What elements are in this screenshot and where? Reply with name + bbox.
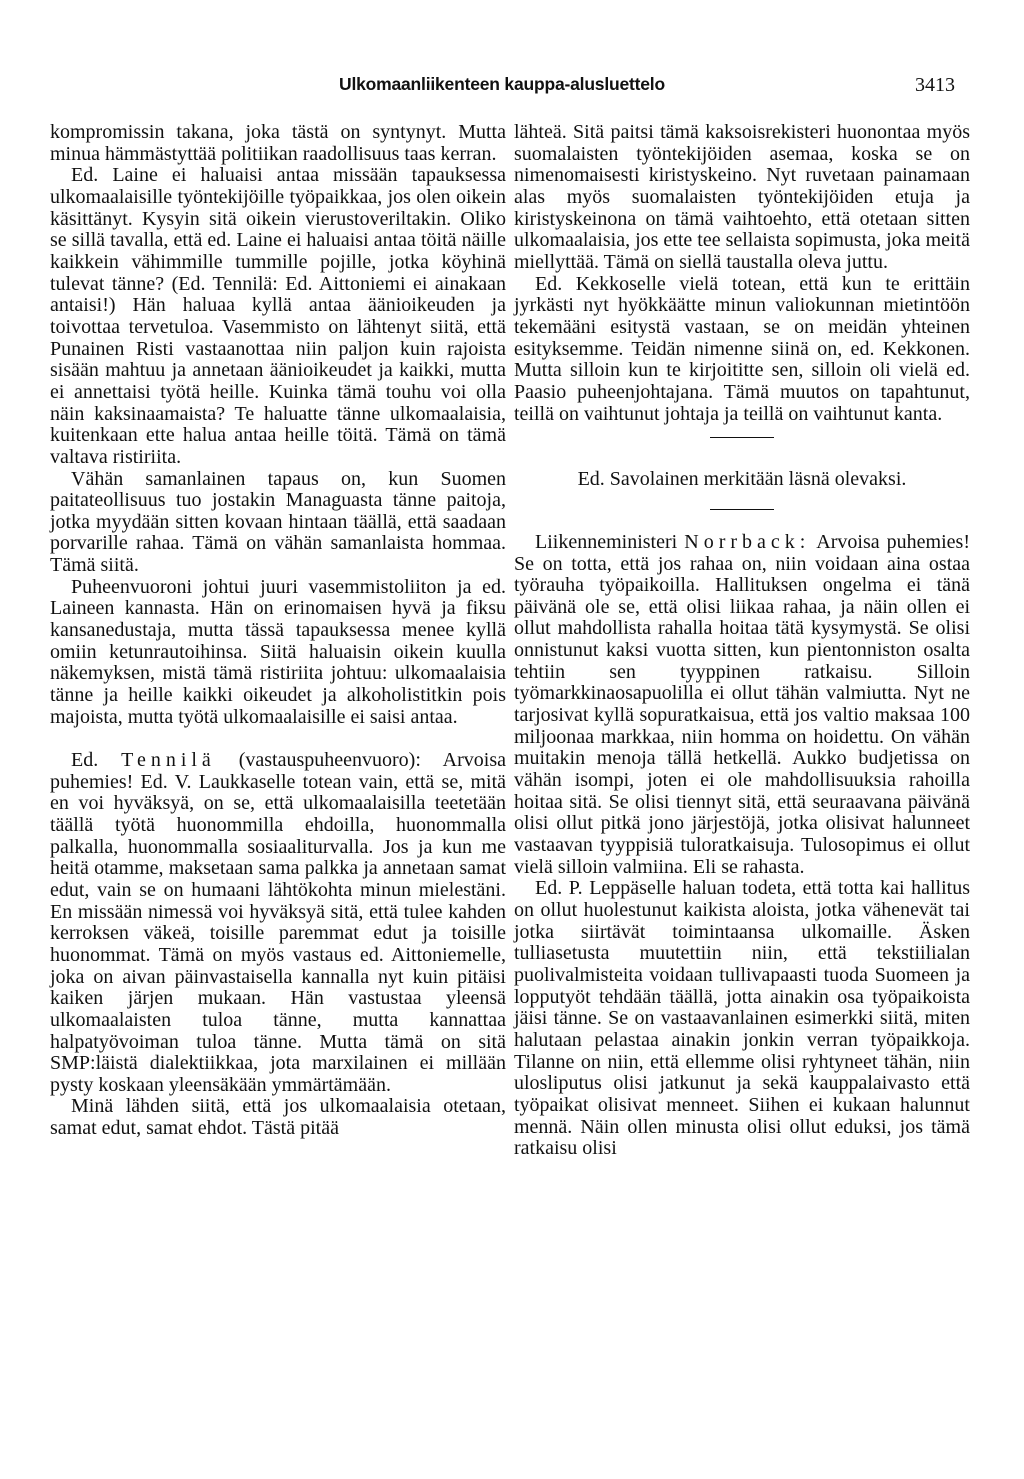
left-column — [50, 122, 506, 1140]
paragraph: lähteä. Sitä paitsi tämä kaksoisrekisteri huonontaa myös suomalaisten työntekijöiden asemaa, koska se on nimenomaisesti kiristyskeino. Nyt ruvetaan painamaan alas myös suomalaisten työntekijöiden etuja ja kiristyskeinona on tämä vaihtoehto, että otetaan sitten ulkomaalaisia, jos ette tee sellaista sopimusta, joka meitä miellyttää. Tämä on siellä taustalla oleva juttu. — [514, 121, 970, 273]
paragraph: Minä lähden siitä, että jos ulkomaalaisia otetaan, samat edut, samat ehdot. Tästä pitää — [50, 1095, 506, 1140]
section-divider — [710, 437, 774, 438]
speaker-name: Norrback: — [684, 530, 811, 553]
notice: Ed. Savolainen merkitään läsnä olevaksi. — [577, 468, 907, 491]
running-header — [0, 74, 1024, 104]
paragraph: Ed. Laine ei haluaisi antaa missään tapauksessa ulkomaalaisille työntekijöille työpaikkaa, jos olen oikein käsittänyt. Kysyin sitä oikein vierustoveriltakin. Oliko se sillä tavalla, että ed. Laine ei haluaisi antaa töitä näille kaikkein vähimmille tummille pojille, jotka köyhinä tulevat tänne? (Ed. Tennilä: Ed. Aittoniemi ei ainakaan antaisi!) Hän haluaa kyllä antaa äänioikeuden ja toivottaa tervetuloa. Vasemmisto on lähtenyt siitä, että Punainen Risti vastaanottaa niin paljon kuin rajoista sisään mahtuu ja annetaan äänioikeudet ja kaikki, mutta ei annettaisi työtä heille. Kuinka tämä touhu voi olla näin kaksinaamaista? Te haluatte tänne ulkomaalaisia, kuitenkaan ette halua antaa heille töitä. Tämä on tämä valtava ristiriita. — [50, 164, 506, 468]
page-number: 3413 — [915, 74, 955, 96]
speech-prefix: Liikenneministeri — [535, 530, 678, 553]
paragraph: Vähän samanlainen tapaus on, kun Suomen paitateollisuus tuo jostakin Managuasta tänne paitoja, jotka myydään sitten kovaan hintaan täällä, että saadaan porvarille rahaa. Tämä on vähän samanlaista hommaa. Tämä siitä. — [50, 467, 506, 577]
speech-text: Arvoisa puhemies! Se on totta, että jos rahaa on, niin voidaan aina ostaa työrauha työpaikoilla. Hallituksen ongelma ei tänä päivänä ole se, että olisi liikaa rahaa, ja näin ollen ei ollut mahdollista rahalla hoitaa tätä kysymystä. Se olisi onnistunut kaksi vuotta sitten, kun pientonniston osalta tehtiin sen tyyppinen ratkaisu. Silloin työmarkkinaosapuolilla ei ollut tähän valmiutta. Nyt ne tarjosivat kyllä sopuratkaisua, että jos valtio maksaa 100 miljoonaa markkaa, niin homma on hoidettu. On vähän muitakin menoja tällä hetkellä. Aukko budjetissa on vähän isompi, joten ei ole mahdollisuuksia rahoilla hoitaa sitä. Se olisi tiennyt sitä, että seuraavana päivänä olisi ollut pitkä jono järjestöjä, jotka olisivat halunneet vastaavan tyyppisiä tuloratkaisuja. Tulosopimus ei ollut vielä silloin valmiina. Eli se rahasta. — [514, 530, 970, 878]
paragraph: Puheenvuoroni johtui juuri vasemmistoliiton ja ed. Laineen kannasta. Hän on erinomaisen hyvä ja fiksu kansanedustaja, mutta tässä tapauksessa menee kyllä omiin ketunrautoihinsa. Siitä haluaisin oikein kuulla näkemyksen, mistä tämä ristiriita johtuu: ulkomaalaisia tänne ja heille kaikki oikeudet ja alkoholistitkin pois majoista, mutta työtä ulkomaalaisille ei saisi antaa. — [50, 575, 506, 728]
running-title: Ulkomaanliikenteen kauppa-alusluettelo — [339, 74, 665, 94]
paragraph: Ed. Kekkoselle vielä totean, että kun te erittäin jyrkästi nyt hyökkäätte minun valiokunnan mietintöön tekemääni esitystä vastaan, se on meidän yhteinen esityksemme. Teidän nimenne siinä on, ed. Kekkonen. Mutta silloin kun te kirjoititte sen, silloin oli vielä ed. Paasio puheenjohtajana. Tämä muutos on tapahtunut, teillä on vaihtunut johtaja ja teillä on vaihtunut kanta. — [514, 272, 970, 425]
paragraph: kompromissin takana, joka tästä on syntynyt. Mutta minua hämmästyttää politiikan raadollisuus taas kerran. — [50, 121, 506, 165]
speech-text: (vastauspuheenvuoro): Arvoisa puhemies! Ed. V. Laukkaselle totean vain, että se, mitä en voi hyväksyä, on se, että ulkomaalaisilla teetetään täällä työtä huonommilla ehdoilla, huonommalla palkalla, huonommalla sosiaaliturvalla. Jos ja kun me heitä otamme, maksetaan sama palkka ja annetaan samat edut, vain se on humaani lähtökohta minun mielestäni. En missään nimessä voi hyväksyä sitä, että tulee kahden kerroksen väkeä, toisille paremmat edut ja toisille huonommat. Tämä on myös vastaus ed. Aittoniemelle, joka on aivan päinvastaisella kannalla nyt kuin pitäisi kaiken järjen mukaan. Hän vastustaa yleensä ulkomaalaisten tuloa tänne, mutta kannattaa halpatyövoiman tuloa tänne. Mutta tämä on sitä SMP:läistä dialektiikkaa, jota marxilainen ei millään pysty koskaan yleensäkään ymmärtämään. — [50, 748, 507, 1096]
speech-paragraph — [50, 750, 506, 1097]
paragraph: Ed. P. Leppäselle haluan todeta, että totta kai hallitus on ollut huolestunut kaikista aloista, jotka vähenevät tai jotka siirtävät toimintaansa ulkomaille. Äsken tulliasetusta muutettiin niin, että tekstiilialan puolivalmisteita voidaan tullivapaasti tuoda Suomeen ja lopputyöt tehdään täällä, jotta ainakin osa työpaikoista jäisi tänne. Se on vastaavanlainen esimerkki siitä, miten halutaan pelastaa ainakin jonkin verran työpaikkoja. Tilanne on niin, että ellemme olisi ryhtyneet tähän, niin ulosliputus olisi jatkunut ja sekä kauppalaivasto että työpaikat olisivat menneet. Siihen ei kukaan halunnut mennä. Näin ollen minusta olisi ollut eduksi, jos tämä ratkaisu olisi — [514, 877, 970, 1160]
right-column — [514, 122, 970, 1160]
speech-paragraph — [514, 532, 970, 879]
speaker-name: Tennilä — [121, 748, 216, 771]
speech-prefix: Ed. — [71, 748, 99, 771]
section-divider — [710, 509, 774, 510]
